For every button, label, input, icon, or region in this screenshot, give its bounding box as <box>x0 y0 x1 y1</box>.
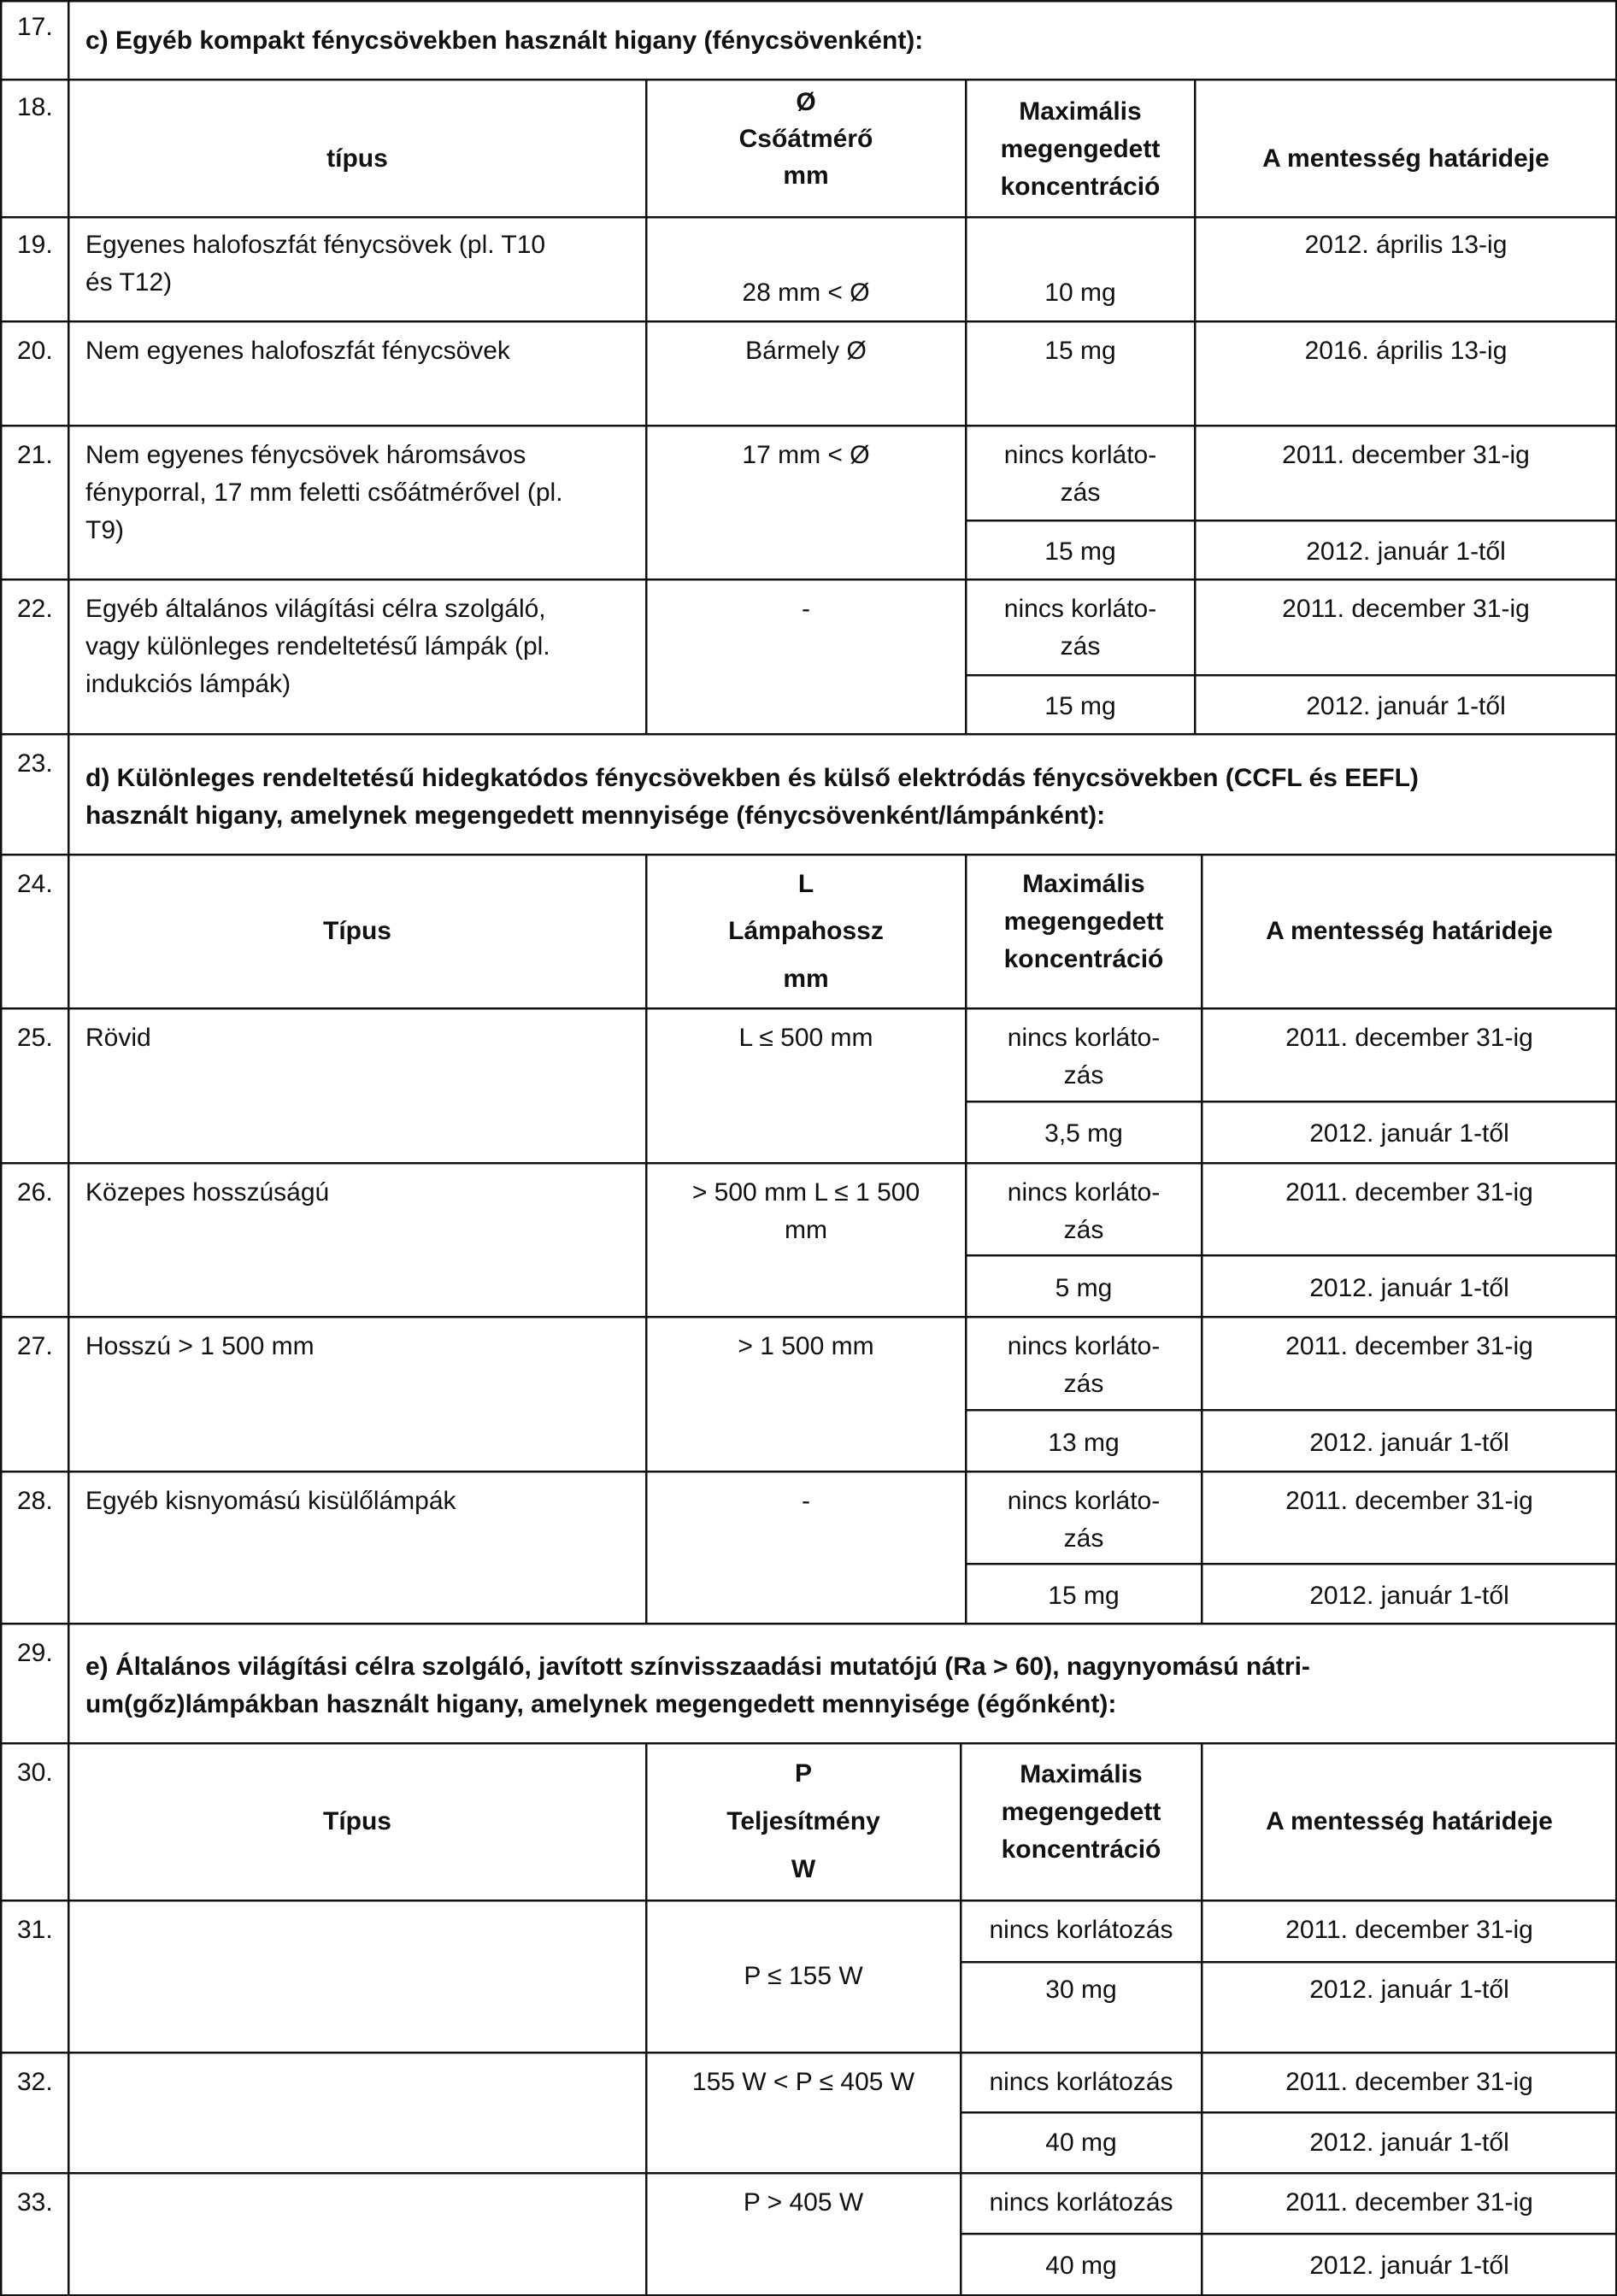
header-max: koncentráció <box>1003 945 1164 973</box>
cell-max: 15 mg <box>1044 692 1116 720</box>
cell-deadline: 2012. április 13-ig <box>1304 231 1508 259</box>
row-number: 17. <box>17 13 53 41</box>
header-dimension: P <box>794 1759 812 1788</box>
cell-dimension: > 500 mm L ≤ 1 500 <box>691 1178 920 1207</box>
cell-max: zás <box>1060 632 1101 661</box>
cell-max: 30 mg <box>1045 1976 1117 2004</box>
cell-max: nincs korláto- <box>1003 441 1157 469</box>
cell-dimension: P ≤ 155 W <box>744 1962 863 1990</box>
cell-type: Egyenes halofoszfát fénycsövek (pl. T10 <box>85 231 546 259</box>
cell-max: 5 mg <box>1055 1274 1113 1302</box>
cell-deadline: 2012. január 1-től <box>1309 1119 1509 1148</box>
header-dimension: W <box>791 1855 816 1883</box>
cell-deadline: 2012. január 1-től <box>1309 1976 1509 2004</box>
cell-max: 15 mg <box>1044 337 1116 365</box>
cell-type: Egyéb általános világítási célra szolgáló, <box>85 595 546 623</box>
header-max: Maximális <box>1022 870 1145 898</box>
header-dimension: Csőátmérő <box>738 125 873 153</box>
header-type: Típus <box>323 1807 391 1835</box>
cell-deadline: 2011. december 31-ig <box>1285 2188 1533 2217</box>
cell-dimension: Bármely Ø <box>745 337 867 365</box>
section-title-e: e) Általános világítási célra szolgáló, javított színvisszaadási mutatójú (Ra > 60), nagynyomású nátri- <box>85 1653 1310 1681</box>
cell-deadline: 2011. december 31-ig <box>1282 441 1530 469</box>
header-max: megengedett <box>1000 135 1161 163</box>
row-number: 21. <box>17 441 53 469</box>
cell-deadline: 2011. december 31-ig <box>1285 1487 1533 1515</box>
cell-max: 13 mg <box>1048 1429 1120 1457</box>
header-dimension: Teljesítmény <box>726 1807 880 1835</box>
section-title-d: d) Különleges rendeltetésű hidegkatódos fénycsövekben és külső elektródás fénycsövekben (CCFL és EEFL) <box>85 764 1419 792</box>
cell-deadline: 2012. január 1-től <box>1309 2252 1509 2280</box>
cell-max: nincs korláto- <box>1003 595 1157 623</box>
header-max: Maximális <box>1019 97 1142 126</box>
cell-max: nincs korláto- <box>1007 1487 1161 1515</box>
cell-deadline: 2012. január 1-től <box>1306 537 1506 566</box>
cell-deadline: 2011. december 31-ig <box>1282 595 1530 623</box>
row-number: 32. <box>17 2068 53 2096</box>
cell-max: 15 mg <box>1044 537 1116 566</box>
header-dimension: mm <box>783 965 829 993</box>
header-max: koncentráció <box>1001 1835 1161 1864</box>
row-number: 28. <box>17 1487 53 1515</box>
cell-deadline: 2012. január 1-től <box>1306 692 1506 720</box>
row-number: 27. <box>17 1332 53 1360</box>
cell-type: és T12) <box>85 268 173 297</box>
section-title-d: használt higany, amelynek megengedett mennyisége (fénycsövenként/lámpánként): <box>85 802 1106 830</box>
cell-max: zás <box>1063 1370 1104 1398</box>
cell-deadline: 2016. április 13-ig <box>1304 337 1508 365</box>
header-deadline: A mentesség határideje <box>1262 144 1549 173</box>
cell-deadline: 2012. január 1-től <box>1309 1274 1509 1302</box>
cell-deadline: 2011. december 31-ig <box>1285 1916 1533 1944</box>
row-number: 19. <box>17 231 53 259</box>
row-number: 30. <box>17 1759 53 1787</box>
cell-type: vagy különleges rendeltetésű lámpák (pl. <box>85 632 550 661</box>
cell-type: Egyéb kisnyomású kisülőlámpák <box>85 1487 456 1515</box>
cell-max: zás <box>1063 1061 1104 1089</box>
cell-max: nincs korlátozás <box>989 2188 1173 2217</box>
cell-dimension: 155 W < P ≤ 405 W <box>691 2068 915 2096</box>
row-number: 29. <box>17 1639 53 1667</box>
cell-deadline: 2012. január 1-től <box>1309 1429 1509 1457</box>
cell-type: Közepes hosszúságú <box>85 1178 330 1207</box>
row-number: 20. <box>17 337 53 365</box>
row-number: 33. <box>17 2188 53 2217</box>
cell-max: zás <box>1063 1524 1104 1553</box>
cell-type: T9) <box>85 516 124 544</box>
row-number: 23. <box>17 749 53 778</box>
row-number: 31. <box>17 1916 53 1944</box>
row-number: 26. <box>17 1178 53 1207</box>
cell-deadline: 2011. december 31-ig <box>1285 1024 1533 1052</box>
row-number: 24. <box>17 870 53 898</box>
cell-type: Nem egyenes halofoszfát fénycsövek <box>85 337 510 365</box>
header-dimension: Lámpahossz <box>728 917 884 945</box>
cell-deadline: 2012. január 1-től <box>1309 1582 1509 1610</box>
header-deadline: A mentesség határideje <box>1266 1807 1553 1835</box>
row-number: 18. <box>17 93 53 121</box>
row-number: 25. <box>17 1024 53 1052</box>
cell-dimension: mm <box>785 1216 827 1244</box>
header-dimension: Ø <box>796 88 816 116</box>
header-deadline: A mentesség határideje <box>1266 917 1553 945</box>
cell-dimension: P > 405 W <box>743 2188 864 2217</box>
header-max: megengedett <box>1003 907 1164 936</box>
cell-max: 40 mg <box>1045 2129 1117 2157</box>
cell-max: nincs korlátozás <box>989 1916 1173 1944</box>
cell-type: fényporral, 17 mm feletti csőátmérővel (pl. <box>85 479 563 507</box>
cell-dimension: - <box>802 595 810 623</box>
cell-dimension: > 1 500 mm <box>738 1332 874 1360</box>
cell-dimension: - <box>802 1487 810 1515</box>
cell-max: 15 mg <box>1048 1582 1120 1610</box>
row-number: 22. <box>17 595 53 623</box>
cell-max: nincs korlátozás <box>989 2068 1173 2096</box>
cell-max: nincs korláto- <box>1007 1178 1161 1207</box>
cell-deadline: 2011. december 31-ig <box>1285 2068 1533 2096</box>
cell-max: 10 mg <box>1044 279 1116 307</box>
cell-type: Nem egyenes fénycsövek háromsávos <box>85 441 526 469</box>
header-type: típus <box>326 144 388 173</box>
cell-max: nincs korláto- <box>1007 1332 1161 1360</box>
cell-type: indukciós lámpák) <box>85 670 291 698</box>
cell-deadline: 2012. január 1-től <box>1309 2129 1509 2157</box>
header-max: koncentráció <box>1000 173 1161 201</box>
cell-max: nincs korláto- <box>1007 1024 1161 1052</box>
cell-deadline: 2011. december 31-ig <box>1285 1178 1533 1207</box>
cell-deadline: 2011. december 31-ig <box>1285 1332 1533 1360</box>
cell-max: 40 mg <box>1045 2252 1117 2280</box>
header-type: Típus <box>323 917 391 945</box>
header-max: Maximális <box>1020 1760 1143 1788</box>
header-dimension: mm <box>783 161 829 190</box>
cell-type: Rövid <box>85 1024 151 1052</box>
cell-dimension: 28 mm < Ø <box>742 279 870 307</box>
header-max: megengedett <box>1001 1798 1161 1826</box>
cell-max: zás <box>1060 479 1101 507</box>
cell-type: Hosszú > 1 500 mm <box>85 1332 315 1360</box>
section-title-e: um(gőz)lámpákban használt higany, amelynek megengedett mennyisége (égőnként): <box>85 1690 1117 1718</box>
cell-dimension: L ≤ 500 mm <box>738 1024 873 1052</box>
cell-max: 3,5 mg <box>1044 1119 1123 1148</box>
header-dimension: L <box>797 870 814 898</box>
cell-max: zás <box>1063 1216 1104 1244</box>
cell-dimension: 17 mm < Ø <box>742 441 870 469</box>
section-title-c: c) Egyéb kompakt fénycsövekben használt higany (fénycsövenként): <box>85 26 924 55</box>
